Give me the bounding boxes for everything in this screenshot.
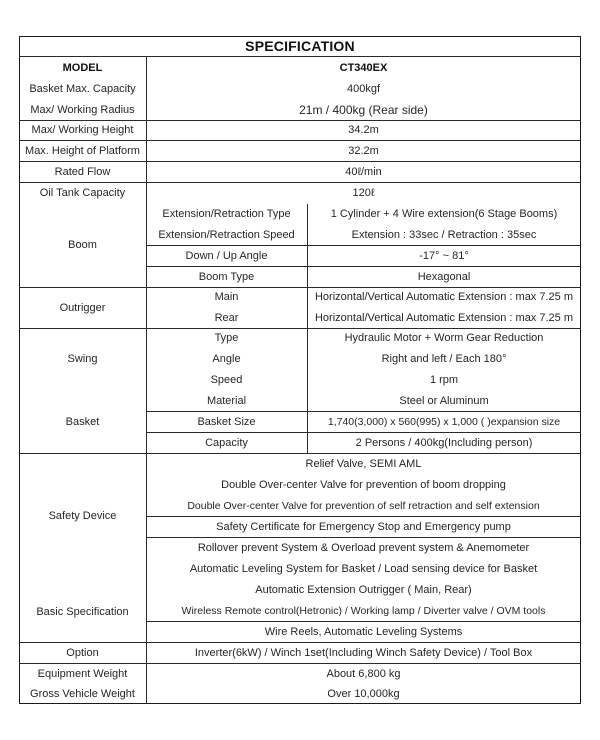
swing-item-label: Type — [214, 332, 239, 344]
boom-label: Boom — [68, 239, 97, 251]
outrigger-item-label: Rear — [214, 311, 239, 324]
swing-item-value: Hydraulic Motor + Worm Gear Reduction — [344, 332, 544, 344]
basket-max-capacity-label: Basket Max. Capacity — [29, 82, 136, 95]
safety-device-item: Double Over-center Valve for prevention of boom dropping — [221, 478, 506, 491]
outrigger-item-value: Horizontal/Vertical Automatic Extension : max 7.25 m — [314, 291, 573, 303]
model-label: MODEL — [62, 61, 103, 74]
page-title: SPECIFICATION — [245, 38, 355, 54]
gross-vehicle-weight-label: Gross Vehicle Weight — [30, 688, 135, 700]
basket-label: Basket — [65, 415, 100, 428]
basic-specification-label: Basic Specification — [36, 606, 129, 618]
boom-item-value: Hexagonal — [417, 270, 471, 283]
boom-item-label: Extension/Retraction Type — [162, 207, 291, 220]
rated-flow-label: Rated Flow — [54, 165, 111, 178]
gross-vehicle-weight-value: Over 10,000kg — [327, 688, 400, 700]
safety-device-item: Safety Certificate for Emergency Stop and Emergency pump — [216, 520, 511, 533]
boom-item-label: Extension/Retraction Speed — [158, 228, 295, 241]
boom-item-value: Extension : 33sec / Retraction : 35sec — [351, 228, 537, 241]
basket-max-capacity-value: 400kgf — [346, 82, 381, 95]
swing-item-label: Speed — [210, 373, 243, 386]
model-value: CT340EX — [339, 61, 388, 74]
boom-item-value: -17° ~ 81° — [419, 249, 469, 262]
option-label: Option — [66, 646, 99, 659]
safety-device-label: Safety Device — [48, 510, 117, 522]
equipment-weight-label: Equipment Weight — [37, 667, 128, 680]
oil-tank-label: Oil Tank Capacity — [39, 186, 126, 199]
outrigger-item-value: Horizontal/Vertical Automatic Extension : max 7.25 m — [314, 311, 573, 324]
swing-label: Swing — [67, 353, 98, 365]
basic-specification-item: Automatic Extension Outrigger ( Main, Rear) — [255, 583, 472, 596]
max-height-platform-value: 32.2m — [348, 144, 379, 157]
basic-specification-item: Wire Reels, Automatic Leveling Systems — [264, 625, 463, 638]
max-working-height-value: 34.2m — [348, 124, 379, 136]
oil-tank-value: 120ℓ — [352, 186, 375, 199]
boom-item-label: Boom Type — [198, 270, 255, 283]
equipment-weight-value: About 6,800 kg — [326, 667, 401, 680]
rated-flow-value: 40ℓ/min — [345, 165, 382, 178]
max-working-height-label: Max/ Working Height — [31, 124, 134, 136]
max-working-radius-label: Max/ Working Radius — [30, 103, 135, 116]
basket-item-label: Capacity — [205, 436, 248, 449]
boom-item-value: 1 Cylinder + 4 Wire extension(6 Stage Booms) — [330, 207, 558, 220]
basic-specification-item: Automatic Leveling System for Basket / Load sensing device for Basket — [189, 562, 538, 575]
max-working-radius-value: 21m / 400kg (Rear side) — [299, 102, 428, 117]
max-height-platform-label: Max. Height of Platform — [25, 144, 140, 157]
swing-item-value: Right and left / Each 180° — [381, 352, 507, 365]
basket-item-label: Material — [206, 394, 247, 407]
basket-item-value: 2 Persons / 400kg(Including person) — [355, 436, 533, 449]
swing-item-label: Angle — [212, 352, 241, 365]
swing-item-value: 1 rpm — [429, 373, 459, 386]
boom-item-label: Down / Up Angle — [185, 249, 268, 262]
outrigger-label: Outrigger — [59, 301, 106, 314]
basket-item-value: Steel or Aluminum — [399, 394, 489, 407]
safety-device-item: Double Over-center Valve for prevention of self retraction and self extension — [187, 499, 540, 512]
basket-item-label: Basket Size — [197, 415, 256, 428]
basket-item-value: 1,740(3,000) x 560(995) x 1,000 ( )expansion size — [327, 415, 561, 428]
basic-specification-item: Wireless Remote control(Hetronic) / Working lamp / Diverter valve / OVM tools — [181, 604, 546, 617]
option-value: Inverter(6kW) / Winch 1set(Including Winch Safety Device) / Tool Box — [194, 646, 533, 659]
safety-device-item: Relief Valve, SEMI AML — [305, 457, 422, 470]
outrigger-item-label: Main — [214, 291, 239, 303]
basic-specification-item: Rollover prevent System & Overload prevent system & Anemometer — [197, 541, 530, 554]
